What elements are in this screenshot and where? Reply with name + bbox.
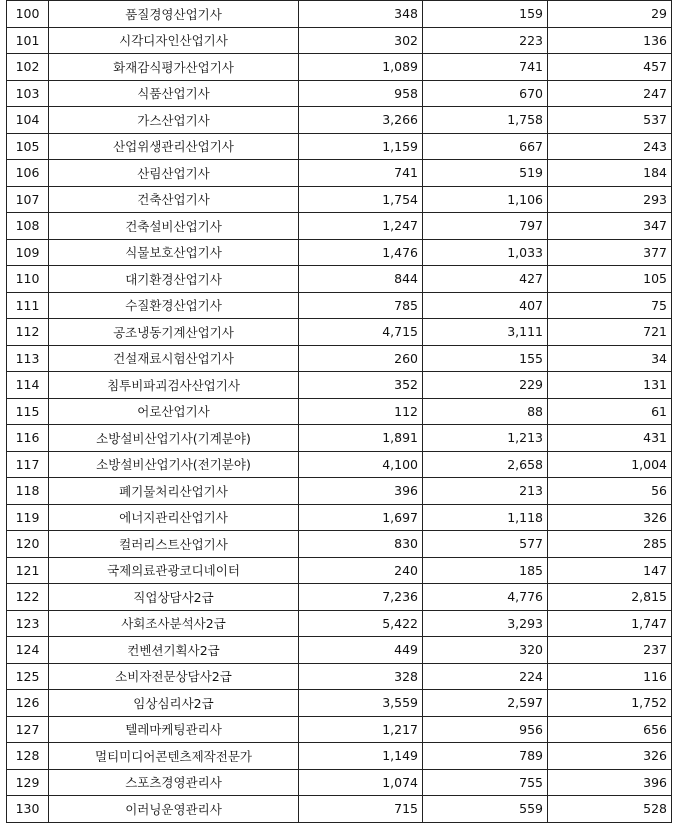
count-a: 240 (299, 557, 423, 584)
count-b: 667 (423, 133, 548, 160)
count-b: 3,293 (423, 610, 548, 637)
row-number: 116 (7, 425, 49, 452)
count-c: 396 (548, 769, 672, 796)
count-c: 431 (548, 425, 672, 452)
count-a: 328 (299, 663, 423, 690)
count-b: 185 (423, 557, 548, 584)
table-row (7, 266, 672, 293)
certification-name: 멀티미디어콘텐츠제작전문가 (49, 743, 299, 770)
count-b: 670 (423, 80, 548, 107)
count-c: 285 (548, 531, 672, 558)
table-row (7, 663, 672, 690)
certification-name: 수질환경산업기사 (49, 292, 299, 319)
table-row (7, 690, 672, 717)
count-c: 377 (548, 239, 672, 266)
count-a: 715 (299, 796, 423, 823)
row-number: 127 (7, 716, 49, 743)
count-a: 4,100 (299, 451, 423, 478)
row-number: 110 (7, 266, 49, 293)
table-row (7, 425, 672, 452)
table-row (7, 743, 672, 770)
count-b: 1,758 (423, 107, 548, 134)
count-b: 1,106 (423, 186, 548, 213)
table-row (7, 796, 672, 823)
table-row (7, 27, 672, 54)
count-b: 519 (423, 160, 548, 187)
count-b: 2,597 (423, 690, 548, 717)
table-row (7, 584, 672, 611)
certification-name: 텔레마케팅관리사 (49, 716, 299, 743)
count-b: 223 (423, 27, 548, 54)
count-a: 1,074 (299, 769, 423, 796)
count-a: 741 (299, 160, 423, 187)
table-row (7, 716, 672, 743)
row-number: 129 (7, 769, 49, 796)
row-number: 111 (7, 292, 49, 319)
count-c: 56 (548, 478, 672, 505)
row-number: 100 (7, 1, 49, 28)
table-row (7, 504, 672, 531)
count-c: 721 (548, 319, 672, 346)
certification-name: 컬러리스트산업기사 (49, 531, 299, 558)
count-c: 184 (548, 160, 672, 187)
count-a: 4,715 (299, 319, 423, 346)
count-a: 348 (299, 1, 423, 28)
certification-name: 임상심리사2급 (49, 690, 299, 717)
table-row (7, 213, 672, 240)
count-b: 956 (423, 716, 548, 743)
certification-name: 직업상담사2급 (49, 584, 299, 611)
count-c: 2,815 (548, 584, 672, 611)
certification-name: 국제의료관광코디네이터 (49, 557, 299, 584)
count-a: 1,697 (299, 504, 423, 531)
row-number: 102 (7, 54, 49, 81)
table-row (7, 54, 672, 81)
row-number: 122 (7, 584, 49, 611)
row-number: 106 (7, 160, 49, 187)
count-c: 147 (548, 557, 672, 584)
count-b: 88 (423, 398, 548, 425)
certification-name: 가스산업기사 (49, 107, 299, 134)
table-row (7, 451, 672, 478)
certification-name: 컨벤션기획사2급 (49, 637, 299, 664)
count-b: 407 (423, 292, 548, 319)
table-row (7, 531, 672, 558)
count-b: 1,033 (423, 239, 548, 266)
table-body (7, 1, 672, 823)
table-row (7, 160, 672, 187)
count-c: 131 (548, 372, 672, 399)
count-a: 1,089 (299, 54, 423, 81)
count-a: 1,476 (299, 239, 423, 266)
count-a: 1,754 (299, 186, 423, 213)
certification-name: 건축설비산업기사 (49, 213, 299, 240)
count-a: 260 (299, 345, 423, 372)
table-row (7, 319, 672, 346)
row-number: 121 (7, 557, 49, 584)
count-c: 116 (548, 663, 672, 690)
count-c: 75 (548, 292, 672, 319)
count-b: 1,118 (423, 504, 548, 531)
certification-name: 산림산업기사 (49, 160, 299, 187)
count-c: 247 (548, 80, 672, 107)
certification-name: 침투비파괴검사산업기사 (49, 372, 299, 399)
count-b: 559 (423, 796, 548, 823)
count-a: 958 (299, 80, 423, 107)
count-c: 237 (548, 637, 672, 664)
certification-name: 사회조사분석사2급 (49, 610, 299, 637)
row-number: 112 (7, 319, 49, 346)
table-row (7, 107, 672, 134)
count-c: 293 (548, 186, 672, 213)
certification-name: 식품산업기사 (49, 80, 299, 107)
certification-name: 이러닝운영관리사 (49, 796, 299, 823)
count-c: 457 (548, 54, 672, 81)
table-row (7, 637, 672, 664)
count-a: 1,891 (299, 425, 423, 452)
count-b: 155 (423, 345, 548, 372)
row-number: 125 (7, 663, 49, 690)
count-a: 3,266 (299, 107, 423, 134)
certification-name: 품질경영산업기사 (49, 1, 299, 28)
count-a: 1,247 (299, 213, 423, 240)
row-number: 107 (7, 186, 49, 213)
row-number: 101 (7, 27, 49, 54)
count-a: 1,217 (299, 716, 423, 743)
row-number: 118 (7, 478, 49, 505)
count-a: 396 (299, 478, 423, 505)
data-table (6, 0, 672, 823)
row-number: 109 (7, 239, 49, 266)
count-a: 5,422 (299, 610, 423, 637)
count-b: 2,658 (423, 451, 548, 478)
row-number: 126 (7, 690, 49, 717)
certification-name: 건축산업기사 (49, 186, 299, 213)
count-c: 29 (548, 1, 672, 28)
certification-name: 공조냉동기계산업기사 (49, 319, 299, 346)
count-c: 136 (548, 27, 672, 54)
count-b: 1,213 (423, 425, 548, 452)
certification-name: 소방설비산업기사(전기분야) (49, 451, 299, 478)
count-a: 844 (299, 266, 423, 293)
table-row (7, 372, 672, 399)
certification-name: 대기환경산업기사 (49, 266, 299, 293)
certification-name: 화재감식평가산업기사 (49, 54, 299, 81)
table-row (7, 557, 672, 584)
count-a: 3,559 (299, 690, 423, 717)
count-b: 577 (423, 531, 548, 558)
row-number: 120 (7, 531, 49, 558)
certification-name: 식물보호산업기사 (49, 239, 299, 266)
row-number: 119 (7, 504, 49, 531)
count-c: 326 (548, 743, 672, 770)
certification-name: 시각디자인산업기사 (49, 27, 299, 54)
table-row (7, 610, 672, 637)
count-b: 427 (423, 266, 548, 293)
count-b: 159 (423, 1, 548, 28)
count-a: 7,236 (299, 584, 423, 611)
table-row (7, 186, 672, 213)
count-c: 1,747 (548, 610, 672, 637)
count-b: 797 (423, 213, 548, 240)
count-c: 61 (548, 398, 672, 425)
certification-name: 소비자전문상담사2급 (49, 663, 299, 690)
table-row (7, 239, 672, 266)
count-c: 537 (548, 107, 672, 134)
table-row (7, 80, 672, 107)
count-c: 656 (548, 716, 672, 743)
count-a: 785 (299, 292, 423, 319)
table-row (7, 292, 672, 319)
count-b: 3,111 (423, 319, 548, 346)
count-c: 34 (548, 345, 672, 372)
row-number: 113 (7, 345, 49, 372)
count-c: 326 (548, 504, 672, 531)
count-b: 741 (423, 54, 548, 81)
row-number: 114 (7, 372, 49, 399)
row-number: 117 (7, 451, 49, 478)
count-b: 213 (423, 478, 548, 505)
count-c: 528 (548, 796, 672, 823)
count-c: 1,752 (548, 690, 672, 717)
table-row (7, 398, 672, 425)
row-number: 105 (7, 133, 49, 160)
table-row (7, 769, 672, 796)
count-a: 352 (299, 372, 423, 399)
count-a: 449 (299, 637, 423, 664)
count-c: 243 (548, 133, 672, 160)
certification-name: 스포츠경영관리사 (49, 769, 299, 796)
certification-name: 어로산업기사 (49, 398, 299, 425)
row-number: 130 (7, 796, 49, 823)
count-a: 302 (299, 27, 423, 54)
row-number: 115 (7, 398, 49, 425)
certification-name: 산업위생관리산업기사 (49, 133, 299, 160)
table-row (7, 478, 672, 505)
certification-name: 건설재료시험산업기사 (49, 345, 299, 372)
table-row (7, 133, 672, 160)
data-table-container (6, 0, 671, 823)
count-c: 1,004 (548, 451, 672, 478)
count-b: 789 (423, 743, 548, 770)
count-c: 347 (548, 213, 672, 240)
count-a: 1,149 (299, 743, 423, 770)
count-a: 830 (299, 531, 423, 558)
table-row (7, 345, 672, 372)
row-number: 124 (7, 637, 49, 664)
certification-name: 소방설비산업기사(기계분야) (49, 425, 299, 452)
count-a: 1,159 (299, 133, 423, 160)
count-c: 105 (548, 266, 672, 293)
count-a: 112 (299, 398, 423, 425)
count-b: 4,776 (423, 584, 548, 611)
row-number: 104 (7, 107, 49, 134)
table-row (7, 1, 672, 28)
row-number: 108 (7, 213, 49, 240)
certification-name: 에너지관리산업기사 (49, 504, 299, 531)
count-b: 755 (423, 769, 548, 796)
count-b: 320 (423, 637, 548, 664)
row-number: 128 (7, 743, 49, 770)
certification-name: 폐기물처리산업기사 (49, 478, 299, 505)
row-number: 103 (7, 80, 49, 107)
row-number: 123 (7, 610, 49, 637)
count-b: 229 (423, 372, 548, 399)
count-b: 224 (423, 663, 548, 690)
